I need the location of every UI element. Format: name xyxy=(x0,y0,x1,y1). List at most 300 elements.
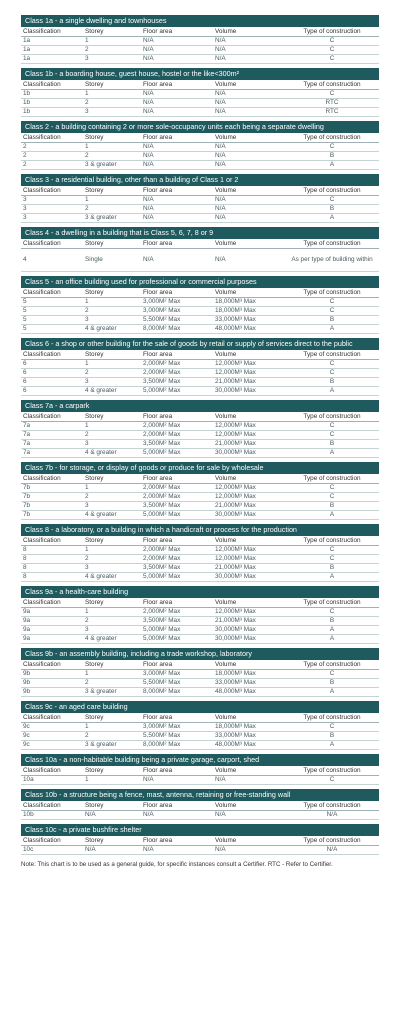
class-section xyxy=(21,754,379,785)
table-cell: 3 xyxy=(83,626,141,635)
table-row xyxy=(21,484,379,493)
table-cell: 3 xyxy=(83,108,141,117)
table-cell: 10b xyxy=(21,811,83,820)
table-header-row xyxy=(21,133,379,143)
column-header: Classification xyxy=(21,660,83,670)
table-cell: 1 xyxy=(83,670,141,679)
table-cell: 12,000M³ Max xyxy=(213,484,285,493)
table-cell: Single xyxy=(83,249,141,272)
table-cell: 3,000M² Max xyxy=(141,307,213,316)
table-cell: RTC xyxy=(285,108,379,117)
table-cell: A xyxy=(285,387,379,396)
column-header: Storey xyxy=(83,536,141,546)
table-cell: 5 xyxy=(21,298,83,307)
table-cell: N/A xyxy=(141,108,213,117)
table-row xyxy=(21,573,379,582)
table-cell: 7b xyxy=(21,502,83,511)
section-title: Class 1b - a boarding house, guest house, hostel or the like<300m² xyxy=(21,68,379,80)
class-section xyxy=(21,15,379,64)
table-cell: 8 xyxy=(21,564,83,573)
table-row xyxy=(21,196,379,205)
column-header: Floor area xyxy=(141,474,213,484)
table-cell: 9a xyxy=(21,608,83,617)
table-cell: N/A xyxy=(213,55,285,64)
table-cell: 3,000M² Max xyxy=(141,670,213,679)
table-cell: 3 xyxy=(83,440,141,449)
table-row xyxy=(21,387,379,396)
table-row xyxy=(21,108,379,117)
table-cell: N/A xyxy=(213,90,285,99)
column-header: Type of construction xyxy=(285,27,379,37)
table-row xyxy=(21,679,379,688)
table-cell: 7b xyxy=(21,484,83,493)
table-cell: 30,000M³ Max xyxy=(213,511,285,520)
table-row xyxy=(21,635,379,644)
section-title: Class 9a - a health-care building xyxy=(21,586,379,598)
table-cell: 3 xyxy=(83,502,141,511)
column-header: Classification xyxy=(21,186,83,196)
table-cell: C xyxy=(285,484,379,493)
column-header: Volume xyxy=(213,598,285,608)
section-title: Class 9c - an aged care building xyxy=(21,701,379,713)
table-cell: 18,000M³ Max xyxy=(213,723,285,732)
table-cell: B xyxy=(285,316,379,325)
table-row xyxy=(21,431,379,440)
column-header: Volume xyxy=(213,80,285,90)
table-cell: 8 xyxy=(21,546,83,555)
table-cell: 12,000M³ Max xyxy=(213,431,285,440)
class-section xyxy=(21,338,379,396)
column-header: Classification xyxy=(21,836,83,846)
class-section xyxy=(21,227,379,272)
table-cell: N/A xyxy=(141,776,213,785)
table-cell: 2 xyxy=(21,143,83,152)
column-header: Floor area xyxy=(141,239,213,249)
class-table xyxy=(21,350,379,396)
column-header: Classification xyxy=(21,350,83,360)
table-cell: N/A xyxy=(141,90,213,99)
table-cell: 3 xyxy=(83,564,141,573)
column-header: Type of construction xyxy=(285,350,379,360)
table-row xyxy=(21,732,379,741)
class-section xyxy=(21,462,379,520)
column-header: Classification xyxy=(21,27,83,37)
table-cell: 12,000M³ Max xyxy=(213,360,285,369)
table-cell: 7a xyxy=(21,440,83,449)
table-cell: 3 & greater xyxy=(83,214,141,223)
section-title: Class 10c - a private bushfire shelter xyxy=(21,824,379,836)
table-cell: C xyxy=(285,723,379,732)
table-cell: A xyxy=(285,626,379,635)
class-section xyxy=(21,586,379,644)
table-cell: 8,000M² Max xyxy=(141,688,213,697)
table-cell: 5,000M² Max xyxy=(141,387,213,396)
table-cell: 1 xyxy=(83,37,141,46)
table-cell: 1a xyxy=(21,46,83,55)
column-header: Storey xyxy=(83,350,141,360)
table-cell: 12,000M³ Max xyxy=(213,493,285,502)
class-section xyxy=(21,824,379,855)
table-cell: N/A xyxy=(213,143,285,152)
table-cell: 2,000M² Max xyxy=(141,360,213,369)
table-cell: 7b xyxy=(21,493,83,502)
table-row xyxy=(21,546,379,555)
class-table xyxy=(21,133,379,170)
class-section xyxy=(21,276,379,334)
table-cell: 5,500M² Max xyxy=(141,679,213,688)
column-header: Volume xyxy=(213,766,285,776)
section-title: Class 4 - a dwelling in a building that is Class 5, 6, 7, 8 or 9 xyxy=(21,227,379,239)
column-header: Volume xyxy=(213,713,285,723)
table-cell: N/A xyxy=(141,214,213,223)
table-cell: 1 xyxy=(83,484,141,493)
table-cell: 2,000M² Max xyxy=(141,555,213,564)
table-cell: 4 & greater xyxy=(83,325,141,334)
column-header: Floor area xyxy=(141,598,213,608)
table-cell: 3,000M² Max xyxy=(141,723,213,732)
table-cell: 4 & greater xyxy=(83,387,141,396)
column-header: Storey xyxy=(83,239,141,249)
column-header: Volume xyxy=(213,801,285,811)
table-header-row xyxy=(21,836,379,846)
table-cell: 21,000M³ Max xyxy=(213,440,285,449)
table-cell: C xyxy=(285,55,379,64)
table-cell: 1 xyxy=(83,196,141,205)
table-cell: N/A xyxy=(213,205,285,214)
table-cell: N/A xyxy=(141,37,213,46)
table-cell: 2 xyxy=(83,99,141,108)
table-header-row xyxy=(21,412,379,422)
table-cell: N/A xyxy=(213,846,285,855)
column-header: Volume xyxy=(213,412,285,422)
table-row xyxy=(21,688,379,697)
table-cell: C xyxy=(285,546,379,555)
table-cell: 9a xyxy=(21,626,83,635)
table-cell: 1b xyxy=(21,99,83,108)
table-cell: 10a xyxy=(21,776,83,785)
table-row xyxy=(21,161,379,170)
column-header: Storey xyxy=(83,412,141,422)
table-cell: 9b xyxy=(21,688,83,697)
column-header: Volume xyxy=(213,660,285,670)
column-header: Classification xyxy=(21,80,83,90)
table-cell: As per type of building within xyxy=(285,249,379,272)
table-cell: 30,000M³ Max xyxy=(213,449,285,458)
table-cell: 10c xyxy=(21,846,83,855)
column-header: Volume xyxy=(213,350,285,360)
column-header: Volume xyxy=(213,836,285,846)
table-cell: N/A xyxy=(141,99,213,108)
table-cell: 18,000M³ Max xyxy=(213,307,285,316)
table-header-row xyxy=(21,350,379,360)
table-cell: N/A xyxy=(83,811,141,820)
table-row xyxy=(21,205,379,214)
section-title: Class 1a - a single dwelling and townhouses xyxy=(21,15,379,27)
table-cell: 1 xyxy=(83,776,141,785)
table-cell: B xyxy=(285,679,379,688)
table-cell: 3 xyxy=(21,196,83,205)
column-header: Floor area xyxy=(141,536,213,546)
table-row xyxy=(21,325,379,334)
column-header: Type of construction xyxy=(285,133,379,143)
table-cell: N/A xyxy=(285,846,379,855)
table-cell: 12,000M³ Max xyxy=(213,546,285,555)
table-cell: 1 xyxy=(83,723,141,732)
table-cell: N/A xyxy=(213,161,285,170)
section-title: Class 3 - a residential building, other than a building of Class 1 or 2 xyxy=(21,174,379,186)
table-cell: 4 & greater xyxy=(83,449,141,458)
table-cell: 2,000M² Max xyxy=(141,546,213,555)
table-cell: B xyxy=(285,732,379,741)
table-cell: 8 xyxy=(21,573,83,582)
table-header-row xyxy=(21,598,379,608)
table-row xyxy=(21,502,379,511)
column-header: Classification xyxy=(21,598,83,608)
class-table xyxy=(21,239,379,272)
column-header: Classification xyxy=(21,474,83,484)
table-cell: 12,000M³ Max xyxy=(213,422,285,431)
column-header: Storey xyxy=(83,713,141,723)
column-header: Storey xyxy=(83,766,141,776)
class-table xyxy=(21,27,379,64)
table-cell: 5,000M² Max xyxy=(141,449,213,458)
table-cell: N/A xyxy=(83,846,141,855)
table-row xyxy=(21,46,379,55)
class-section xyxy=(21,648,379,697)
table-cell: 2,000M² Max xyxy=(141,422,213,431)
column-header: Storey xyxy=(83,186,141,196)
column-header: Floor area xyxy=(141,660,213,670)
table-row xyxy=(21,493,379,502)
table-cell: 2 xyxy=(83,493,141,502)
class-table xyxy=(21,766,379,785)
table-cell: 5 xyxy=(21,307,83,316)
table-cell: 3,500M² Max xyxy=(141,502,213,511)
table-cell: B xyxy=(285,152,379,161)
class-section xyxy=(21,174,379,223)
table-cell: C xyxy=(285,143,379,152)
table-cell: A xyxy=(285,741,379,750)
table-header-row xyxy=(21,474,379,484)
table-cell: 9c xyxy=(21,723,83,732)
table-cell: 5,000M² Max xyxy=(141,635,213,644)
table-cell: A xyxy=(285,214,379,223)
column-header: Floor area xyxy=(141,713,213,723)
column-header: Type of construction xyxy=(285,801,379,811)
table-header-row xyxy=(21,27,379,37)
column-header: Type of construction xyxy=(285,713,379,723)
column-header: Floor area xyxy=(141,133,213,143)
table-cell: 2 xyxy=(83,152,141,161)
table-cell: B xyxy=(285,440,379,449)
column-header: Floor area xyxy=(141,350,213,360)
table-row xyxy=(21,555,379,564)
table-cell: N/A xyxy=(141,205,213,214)
table-cell: B xyxy=(285,502,379,511)
table-cell: C xyxy=(285,431,379,440)
table-cell: 3 xyxy=(83,316,141,325)
table-cell: 1a xyxy=(21,55,83,64)
table-cell: N/A xyxy=(213,249,285,272)
table-header-row xyxy=(21,186,379,196)
table-cell: 5,000M² Max xyxy=(141,573,213,582)
table-cell: 2,000M² Max xyxy=(141,431,213,440)
table-cell: N/A xyxy=(141,811,213,820)
class-table xyxy=(21,660,379,697)
table-cell: 5,000M² Max xyxy=(141,511,213,520)
table-cell: 1a xyxy=(21,37,83,46)
table-cell: A xyxy=(285,449,379,458)
table-cell: 2 xyxy=(83,369,141,378)
column-header: Storey xyxy=(83,288,141,298)
table-cell: 1b xyxy=(21,90,83,99)
column-header: Classification xyxy=(21,288,83,298)
table-cell: 2 xyxy=(83,307,141,316)
table-cell: 5,500M² Max xyxy=(141,316,213,325)
table-cell: 2 xyxy=(21,152,83,161)
table-cell: B xyxy=(285,205,379,214)
table-row xyxy=(21,307,379,316)
column-header: Floor area xyxy=(141,80,213,90)
column-header: Type of construction xyxy=(285,288,379,298)
table-cell: 5 xyxy=(21,325,83,334)
column-header: Volume xyxy=(213,27,285,37)
table-cell: 4 & greater xyxy=(83,573,141,582)
table-row xyxy=(21,846,379,855)
table-cell: N/A xyxy=(213,811,285,820)
table-cell: 7a xyxy=(21,449,83,458)
table-cell: 9b xyxy=(21,670,83,679)
column-header: Storey xyxy=(83,80,141,90)
class-table xyxy=(21,412,379,458)
class-table xyxy=(21,598,379,644)
table-cell: N/A xyxy=(213,108,285,117)
table-row xyxy=(21,99,379,108)
table-header-row xyxy=(21,80,379,90)
table-cell: 7a xyxy=(21,431,83,440)
column-header: Storey xyxy=(83,660,141,670)
column-header: Type of construction xyxy=(285,80,379,90)
class-section xyxy=(21,701,379,750)
table-row xyxy=(21,316,379,325)
table-cell: 33,000M³ Max xyxy=(213,679,285,688)
column-header: Classification xyxy=(21,801,83,811)
column-header: Storey xyxy=(83,474,141,484)
table-cell: 4 xyxy=(21,249,83,272)
table-cell: C xyxy=(285,360,379,369)
column-header: Classification xyxy=(21,713,83,723)
table-header-row xyxy=(21,660,379,670)
section-title: Class 2 - a building containing 2 or more sole-occupancy units each being a separate dwelling xyxy=(21,121,379,133)
table-cell: 21,000M³ Max xyxy=(213,617,285,626)
table-cell: 1b xyxy=(21,108,83,117)
table-cell: C xyxy=(285,422,379,431)
column-header: Volume xyxy=(213,288,285,298)
table-cell: 3,500M² Max xyxy=(141,617,213,626)
table-cell: 3 xyxy=(21,214,83,223)
column-header: Floor area xyxy=(141,801,213,811)
table-row xyxy=(21,249,379,272)
table-cell: 3 & greater xyxy=(83,161,141,170)
table-cell: 1 xyxy=(83,143,141,152)
table-cell: 3 xyxy=(83,55,141,64)
class-section xyxy=(21,400,379,458)
table-row xyxy=(21,422,379,431)
column-header: Volume xyxy=(213,133,285,143)
table-cell: 9b xyxy=(21,679,83,688)
class-table xyxy=(21,801,379,820)
table-cell: N/A xyxy=(285,811,379,820)
table-cell: 18,000M³ Max xyxy=(213,670,285,679)
table-row xyxy=(21,776,379,785)
section-title: Class 5 - an office building used for professional or commercial purposes xyxy=(21,276,379,288)
table-cell: 48,000M³ Max xyxy=(213,688,285,697)
section-title: Class 10a - a non-habitable building being a private garage, carport, shed xyxy=(21,754,379,766)
table-cell: 2 xyxy=(21,161,83,170)
column-header: Floor area xyxy=(141,766,213,776)
column-header: Storey xyxy=(83,598,141,608)
table-cell: 3 & greater xyxy=(83,741,141,750)
table-row xyxy=(21,449,379,458)
table-row xyxy=(21,90,379,99)
table-header-row xyxy=(21,288,379,298)
table-row xyxy=(21,143,379,152)
column-header: Volume xyxy=(213,239,285,249)
table-cell: 6 xyxy=(21,360,83,369)
table-cell: N/A xyxy=(141,152,213,161)
table-cell: B xyxy=(285,564,379,573)
table-cell: 18,000M³ Max xyxy=(213,298,285,307)
table-row xyxy=(21,37,379,46)
table-cell: 6 xyxy=(21,369,83,378)
column-header: Floor area xyxy=(141,27,213,37)
column-header: Storey xyxy=(83,133,141,143)
table-cell: 4 & greater xyxy=(83,635,141,644)
table-cell: 3 & greater xyxy=(83,688,141,697)
table-cell: 8,000M² Max xyxy=(141,741,213,750)
table-cell: 48,000M³ Max xyxy=(213,741,285,750)
table-cell: 1 xyxy=(83,90,141,99)
column-header: Volume xyxy=(213,186,285,196)
column-header: Type of construction xyxy=(285,598,379,608)
table-row xyxy=(21,811,379,820)
table-cell: N/A xyxy=(213,99,285,108)
table-cell: 48,000M³ Max xyxy=(213,325,285,334)
table-cell: 9a xyxy=(21,635,83,644)
class-table xyxy=(21,474,379,520)
table-cell: C xyxy=(285,90,379,99)
column-header: Volume xyxy=(213,536,285,546)
table-cell: A xyxy=(285,635,379,644)
table-row xyxy=(21,440,379,449)
table-cell: 9c xyxy=(21,732,83,741)
column-header: Storey xyxy=(83,27,141,37)
table-cell: 21,000M³ Max xyxy=(213,502,285,511)
table-cell: A xyxy=(285,511,379,520)
section-title: Class 10b - a structure being a fence, mast, antenna, retaining or free-standing wall xyxy=(21,789,379,801)
table-cell: 2,000M² Max xyxy=(141,484,213,493)
table-cell: 2 xyxy=(83,431,141,440)
table-cell: 33,000M³ Max xyxy=(213,732,285,741)
table-cell: 3,500M² Max xyxy=(141,440,213,449)
table-cell: C xyxy=(285,670,379,679)
table-cell: 21,000M³ Max xyxy=(213,564,285,573)
table-cell: N/A xyxy=(213,152,285,161)
table-cell: 3 xyxy=(83,378,141,387)
table-row xyxy=(21,670,379,679)
table-cell: B xyxy=(285,378,379,387)
table-cell: 7b xyxy=(21,511,83,520)
